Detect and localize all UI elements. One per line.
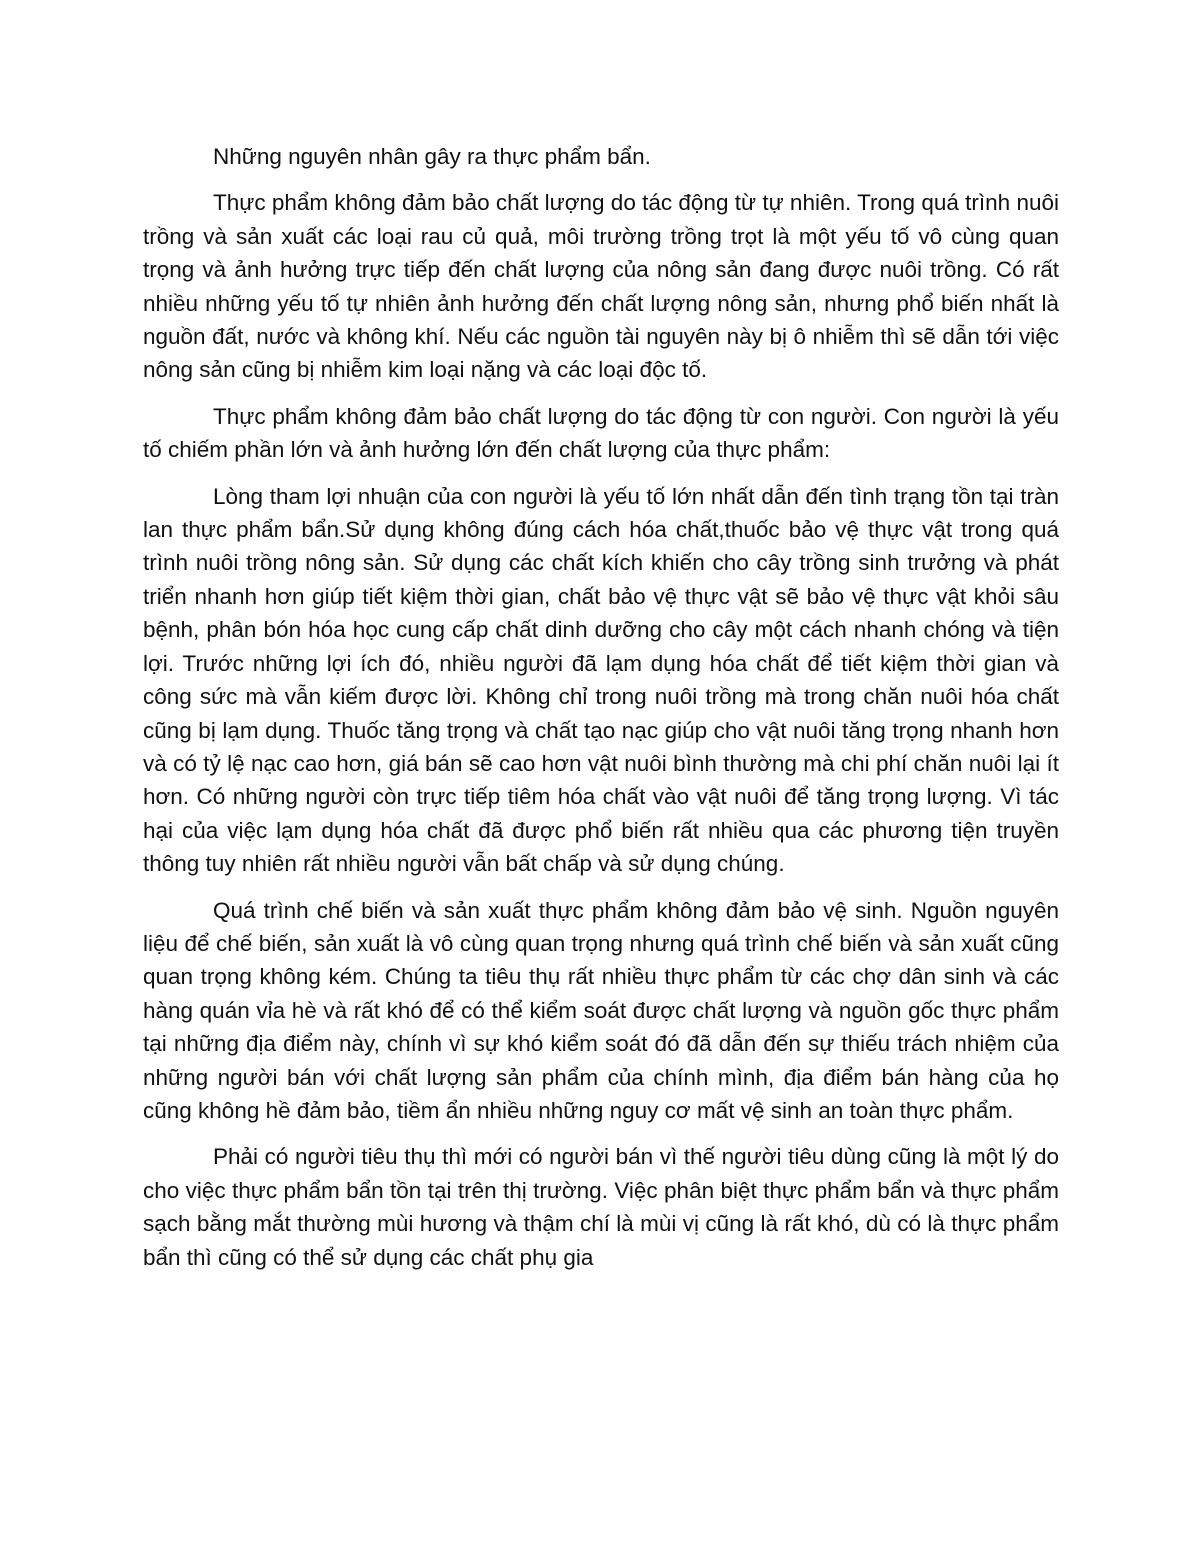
paragraph-consumers: Phải có người tiêu thụ thì mới có người bán vì thế người tiêu dùng cũng là một lý do cho việc thực phẩm bẩn tồn tại trên thị trường. Việc phân biệt thực phẩm bẩn và thực phẩm sạch bằng mắt thường mùi hương và thậm chí là mùi vị cũng là rất khó, dù có là thực phẩm bẩn thì cũng có thể sử dụng các chất phụ gia <box>143 1144 1059 1270</box>
document-body <box>143 140 1059 1287</box>
paragraph-chemical-abuse: Lòng tham lợi nhuận của con người là yếu tố lớn nhất dẫn đến tình trạng tồn tại tràn lan thực phẩm bẩn.Sử dụng không đúng cách hóa chất,thuốc bảo vệ thực vật trong quá trình nuôi trồng nông sản. Sử dụng các chất kích khiến cho cây trồng sinh trưởng và phát triển nhanh hơn giúp tiết kiệm thời gian, chất bảo vệ thực vật sẽ bảo vệ thực vật khỏi sâu bệnh, phân bón hóa học cung cấp chất dinh dưỡng cho cây một cách nhanh chóng và tiện lợi. Trước những lợi ích đó, nhiều người đã lạm dụng hóa chất để tiết kiệm thời gian và công sức mà vẫn kiếm được lời. Không chỉ trong nuôi trồng mà trong chăn nuôi hóa chất cũng bị lạm dụng. Thuốc tăng trọng và chất tạo nạc giúp cho vật nuôi tăng trọng nhanh hơn và có tỷ lệ nạc cao hơn, giá bán sẽ cao hơn vật nuôi bình thường mà chi phí chăn nuôi lại ít hơn. Có những người còn trực tiếp tiêm hóa chất vào vật nuôi để tăng trọng lượng. Vì tác hại của việc lạm dụng hóa chất đã được phổ biến rất nhiều qua các phương tiện truyền thông tuy nhiên rất nhiều người vẫn bất chấp và sử dụng chúng. <box>143 483 1059 877</box>
paragraph-natural-causes: Thực phẩm không đảm bảo chất lượng do tác động từ tự nhiên. Trong quá trình nuôi trồng và sản xuất các loại rau củ quả, môi trường trồng trọt là một yếu tố vô cùng quan trọng và ảnh hưởng trực tiếp đến chất lượng của nông sản đang được nuôi trồng. Có rất nhiều những yếu tố tự nhiên ảnh hưởng đến chất lượng nông sản, nhưng phổ biến nhất là nguồn đất, nước và không khí. Nếu các nguồn tài nguyên này bị ô nhiễm thì sẽ dẫn tới việc nông sản cũng bị nhiễm kim loại nặng và các loại độc tố. <box>143 190 1059 383</box>
paragraph-human-causes: Thực phẩm không đảm bảo chất lượng do tác động từ con người. Con người là yếu tố chiếm phần lớn và ảnh hưởng lớn đến chất lượng của thực phẩm: <box>143 403 1059 463</box>
document-heading: Những nguyên nhân gây ra thực phẩm bẩn. <box>213 144 651 169</box>
paragraph-processing-hygiene: Quá trình chế biến và sản xuất thực phẩm không đảm bảo vệ sinh. Nguồn nguyên liệu để chế biến, sản xuất là vô cùng quan trọng nhưng quá trình chế biến và sản xuất cũng quan trọng không kém. Chúng ta tiêu thụ rất nhiều thực phẩm từ các chợ dân sinh và các hàng quán vỉa hè và rất khó để có thể kiểm soát được chất lượng và nguồn gốc thực phẩm tại những địa điểm này, chính vì sự khó kiểm soát đó đã dẫn đến sự thiếu trách nhiệm của những người bán với chất lượng sản phẩm của chính mình, địa điểm bán hàng của họ cũng không hề đảm bảo, tiềm ẩn nhiều những nguy cơ mất vệ sinh an toàn thực phẩm. <box>143 897 1059 1123</box>
